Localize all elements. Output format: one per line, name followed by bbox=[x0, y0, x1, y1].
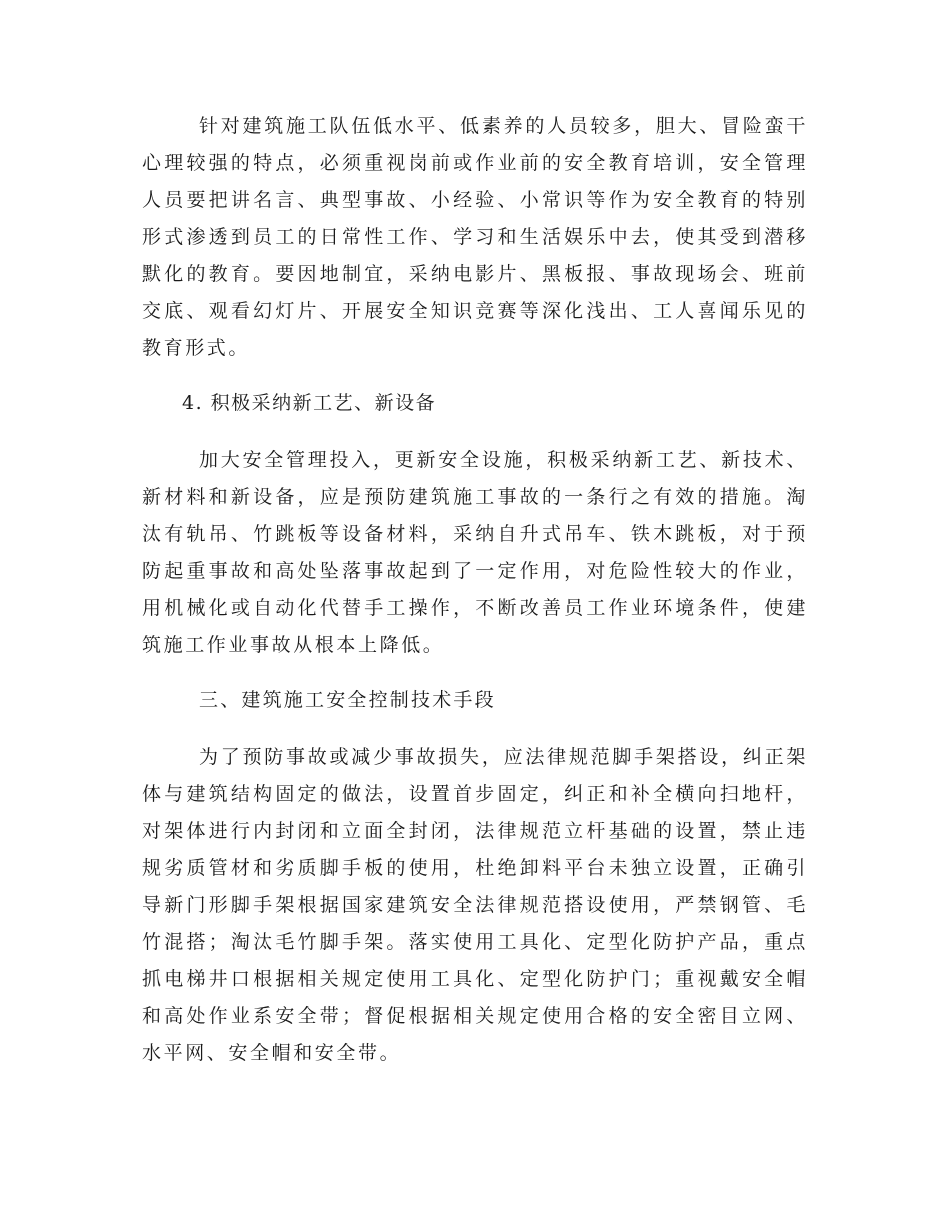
document-body bbox=[142, 108, 808, 1072]
paragraph-spacer bbox=[142, 719, 808, 739]
section-heading-new-processes: 4. 积极采纳新工艺、新设备 bbox=[182, 392, 437, 414]
section-heading-control-techniques: 三、建筑施工安全控制技术手段 bbox=[199, 689, 496, 711]
paragraph-spacer bbox=[142, 422, 808, 442]
paragraph-spacer bbox=[142, 664, 808, 682]
paragraph-safety-education: 针对建筑施工队伍低水平、低素养的人员较多，胆大、冒险蛮干心理较强的特点，必须重视岗前或作业前的安全教育培训，安全管理人员要把讲名言、典型事故、小经验、小常识等作为安全教育的特别形式渗透到员工的日常性工作、学习和生活娱乐中去，使其受到潜移默化的教育。要因地制宜，采纳电影片、黑板报、事故现场会、班前交底、观看幻灯片、开展安全知识竞赛等深化浅出、工人喜闻乐见的教育形式。 bbox=[142, 115, 808, 359]
paragraph-new-equipment: 加大安全管理投入，更新安全设施，积极采纳新工艺、新技术、新材料和新设备，应是预防建筑施工事故的一条行之有效的措施。淘汰有轨吊、竹跳板等设备材料，采纳自升式吊车、铁木跳板，对于预防起重事故和高处坠落事故起到了一定作用，对危险性较大的作业，用机械化或自动化代替手工操作，不断改善员工作业环境条件，使建筑施工作业事故从根本上降低。 bbox=[142, 449, 808, 656]
paragraph-scaffolding-control: 为了预防事故或减少事故损失，应法律规范脚手架搭设，纠正架体与建筑结构固定的做法，设置首步固定，纠正和补全横向扫地杆，对架体进行内封闭和立面全封闭，法律规范立杆基础的设置，禁止违规劣质管材和劣质脚手板的使用，杜绝卸料平台未独立设置，正确引导新门形脚手架根据国家建筑安全法律规范搭设使用，严禁钢管、毛竹混搭；淘汰毛竹脚手架。落实使用工具化、定型化防护产品，重点抓电梯井口根据相关规定使用工具化、定型化防护门；重视戴安全帽和高处作业系安全带；督促根据相关规定使用合格的安全密目立网、水平网、安全帽和安全带。 bbox=[142, 746, 808, 1064]
paragraph-spacer bbox=[142, 367, 808, 385]
